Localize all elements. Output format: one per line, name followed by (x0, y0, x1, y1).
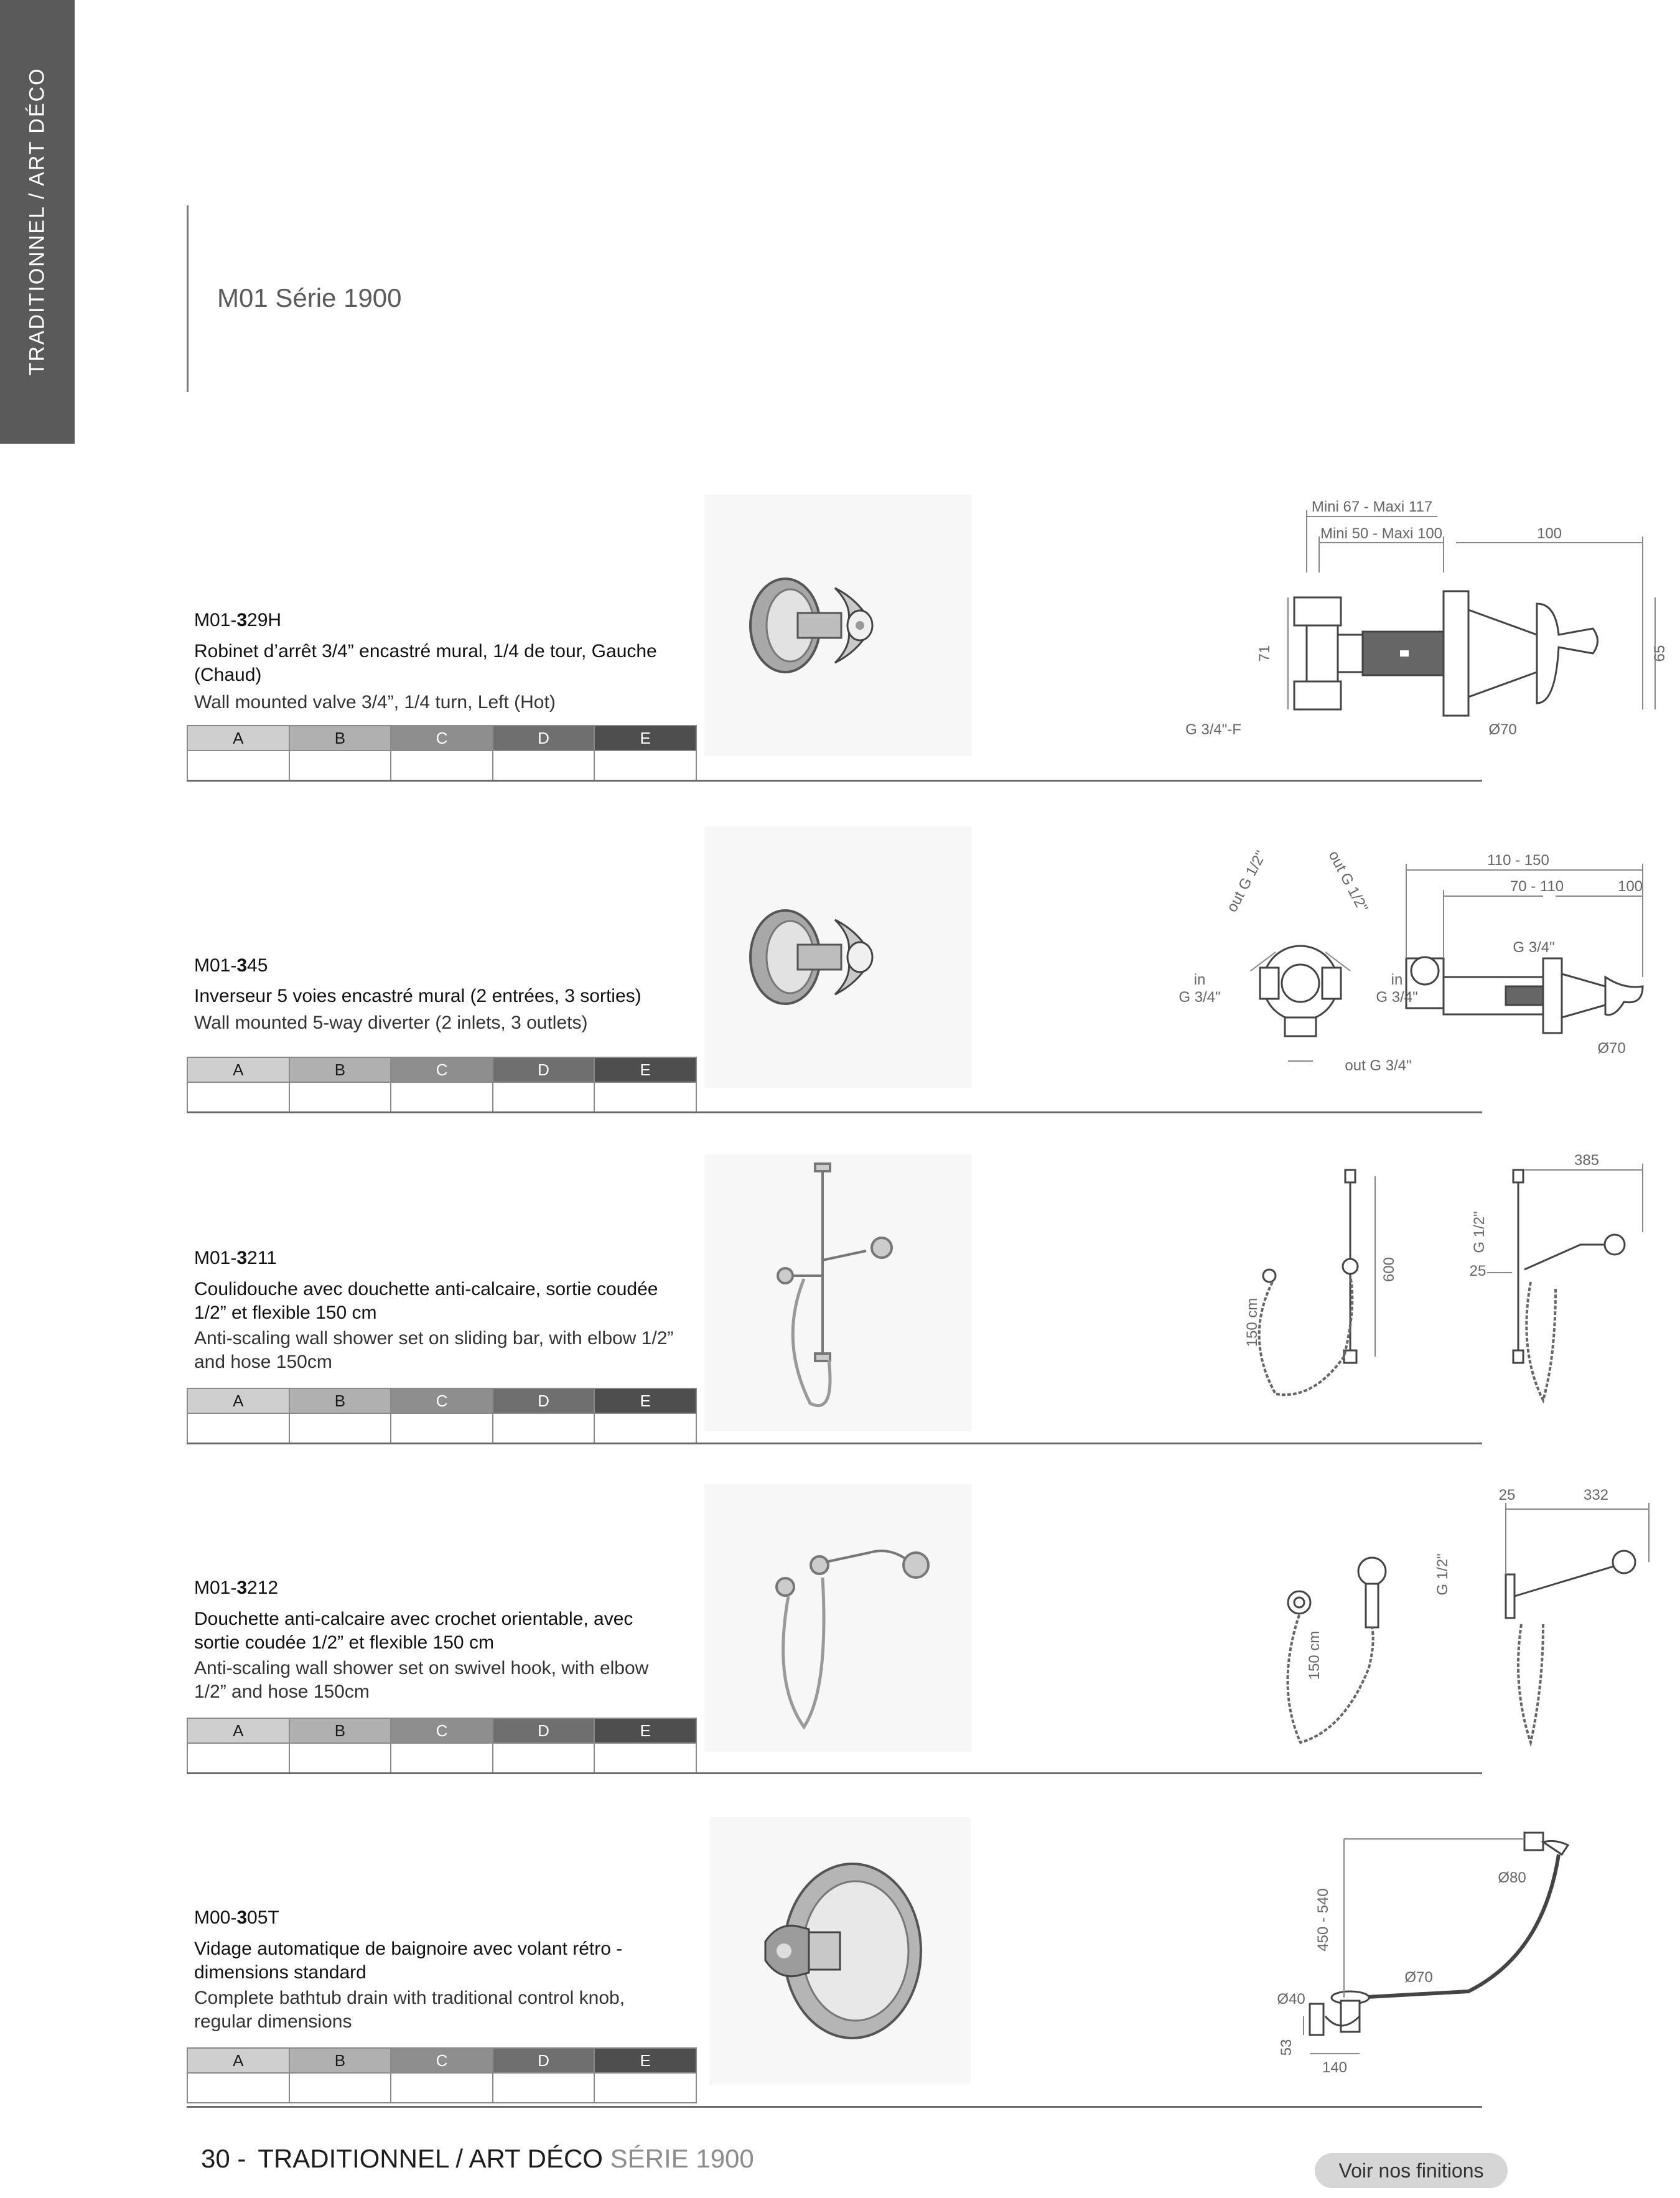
title-divider (187, 205, 189, 392)
dim-diameter: Ø70 (1488, 721, 1517, 738)
product-description-en: Anti-scaling wall shower set on swivel hook, with elbow 1/2” and hose 150cm (194, 1658, 649, 1702)
product-divider (187, 1443, 1482, 1444)
dim-hose: 150 cm (1244, 1298, 1261, 1347)
dim-hose: 150 cm (1306, 1630, 1323, 1680)
product-photo (704, 1484, 972, 1752)
product-code: M01-3211 (194, 1248, 277, 1268)
product-divider (187, 1111, 1482, 1113)
finish-e[interactable]: E (594, 1718, 696, 1743)
finish-e[interactable]: E (594, 1057, 696, 1082)
dim-25: 25 (1498, 1487, 1516, 1504)
product-m01-3211 (187, 1151, 1600, 1444)
page-footer (201, 2144, 754, 2174)
label-in-left-size: G 3/4" (1178, 989, 1221, 1006)
product-description-fr: Coulidouche avec douchette anti-calcaire, sortie coudée 1/2” et flexible 150 cm (194, 1279, 658, 1323)
dim-g12: G 1/2" (1434, 1553, 1451, 1596)
product-m00-305t (187, 1811, 1526, 2103)
finish-table (187, 725, 697, 781)
footer-section: TRADITIONNEL / ART DÉCO (258, 2144, 603, 2173)
dim-65: 65 (1651, 645, 1668, 662)
finish-e[interactable]: E (594, 2048, 696, 2073)
dim-332: 332 (1583, 1487, 1609, 1504)
dim-thread: G 3/4"-F (1185, 721, 1241, 738)
finish-b[interactable]: B (289, 1057, 391, 1082)
product-description-fr: Inverseur 5 voies encastré mural (2 entrées, 3 sorties) (194, 986, 642, 1006)
finish-b[interactable]: B (289, 2048, 391, 2073)
product-photo (704, 826, 972, 1088)
product-photo (709, 1817, 971, 2085)
dim-385: 385 (1574, 1152, 1600, 1169)
dim-g12: G 1/2" (1471, 1211, 1488, 1253)
dim-70-110: 70 - 110 (1510, 878, 1564, 895)
product-description-en: Wall mounted valve 3/4”, 1/4 turn, Left (Hot) (194, 692, 556, 713)
finish-c[interactable]: C (391, 1718, 493, 1743)
dim-71: 71 (1256, 645, 1273, 662)
dim-d70: Ø70 (1404, 1969, 1433, 1986)
dim-100: 100 (1617, 878, 1643, 895)
dim-mini-50: Mini 50 - Maxi 100 (1320, 525, 1443, 542)
label-in-left: in (1193, 971, 1206, 988)
side-tab-label: TRADITIONNEL / ART DÉCO (25, 67, 49, 376)
product-code: M01-329H (194, 610, 282, 630)
finish-b[interactable]: B (289, 726, 391, 751)
technical-drawing (996, 1151, 1680, 1438)
dim-100: 100 (1536, 525, 1562, 542)
hand-shower-photo-icon (704, 1484, 972, 1752)
product-description-en: Anti-scaling wall shower set on sliding bar, with elbow 1/2” and hose 150cm (194, 1328, 674, 1372)
product-divider (187, 1772, 1482, 1774)
product-photo (704, 1154, 972, 1431)
series-title: M01 Série 1900 (217, 283, 402, 312)
dim-mini-maxi: Mini 67 - Maxi 117 (1311, 498, 1433, 515)
page-number: 30 - (201, 2144, 246, 2173)
finish-c[interactable]: C (391, 1388, 493, 1413)
dim-25: 25 (1469, 1263, 1486, 1279)
label-in-right-size: G 3/4" (1376, 989, 1418, 1006)
dim-d80: Ø80 (1498, 1869, 1526, 1886)
finish-e[interactable]: E (594, 1388, 696, 1413)
technical-drawing (996, 1481, 1680, 1767)
dim-600: 600 (1381, 1256, 1398, 1283)
technical-drawing (996, 821, 1680, 1108)
product-m01-3212 (187, 1481, 1609, 1774)
product-m01-329h (187, 492, 1668, 784)
finish-d[interactable]: D (493, 1057, 595, 1082)
finish-a[interactable]: A (187, 1057, 289, 1082)
label-out-bottom: out G 3/4" (1345, 1057, 1412, 1074)
valve-photo-icon (704, 495, 972, 756)
dim-53: 53 (1278, 2039, 1295, 2056)
shower-set-photo-icon (704, 1154, 972, 1431)
finish-table (187, 1388, 697, 1444)
diverter-photo-icon (704, 826, 972, 1088)
product-code: M00-305T (194, 1907, 279, 1928)
product-description-en: Complete bathtub drain with traditional control knob, regular dimensions (194, 1988, 625, 2032)
finish-c[interactable]: C (391, 726, 493, 751)
finish-a[interactable]: A (187, 2048, 289, 2073)
dim-range: 450 - 540 (1315, 1888, 1332, 1952)
finish-e[interactable]: E (594, 726, 696, 751)
finish-table (187, 1057, 697, 1113)
finish-d[interactable]: D (493, 1718, 595, 1743)
finish-d[interactable]: D (493, 2048, 595, 2073)
footer-series: SÉRIE 1900 (610, 2144, 754, 2173)
technical-drawing (996, 492, 1680, 765)
product-photo (704, 495, 972, 756)
finish-a[interactable]: A (187, 726, 289, 751)
dim-140: 140 (1322, 2059, 1348, 2076)
finish-a[interactable]: A (187, 1718, 289, 1743)
product-description-fr: Vidage automatique de baignoire avec volant rétro - dimensions standard (194, 1938, 623, 1983)
product-divider (187, 780, 1482, 782)
dim-d40: Ø40 (1277, 1991, 1305, 2008)
finish-c[interactable]: C (391, 1057, 493, 1082)
product-divider (187, 2106, 1482, 2108)
finish-table (187, 2047, 697, 2103)
label-in-right: in (1391, 971, 1403, 988)
bath-drain-photo-icon (709, 1817, 971, 2085)
label-out-right: out G 1/2" (1325, 848, 1371, 915)
finish-c[interactable]: C (391, 2048, 493, 2073)
dim-110-150: 110 - 150 (1487, 852, 1549, 869)
side-tab (0, 0, 75, 444)
product-description-en: Wall mounted 5-way diverter (2 inlets, 3 outlets) (194, 1012, 588, 1033)
finish-b[interactable]: B (289, 1718, 391, 1743)
product-description-fr: Robinet d’arrêt 3/4” encastré mural, 1/4 de tour, Gauche (Chaud) (194, 641, 657, 685)
product-description-fr: Douchette anti-calcaire avec crochet orientable, avec sortie coudée 1/2” et flexible 150 cm (194, 1609, 633, 1653)
product-m01-345 (187, 821, 1643, 1114)
product-code: M01-3212 (194, 1578, 279, 1598)
finish-b[interactable]: B (289, 1388, 391, 1413)
label-out-left: out G 1/2" (1223, 848, 1270, 915)
technical-drawing (996, 1811, 1680, 2103)
finish-table (187, 1718, 697, 1774)
finish-d[interactable]: D (493, 726, 595, 751)
product-code: M01-345 (194, 955, 268, 976)
finish-a[interactable]: A (187, 1388, 289, 1413)
finitions-button[interactable]: Voir nos finitions (1315, 2153, 1508, 2188)
finish-d[interactable]: D (493, 1388, 595, 1413)
label-g34: G 3/4" (1513, 939, 1555, 956)
dim-diameter: Ø70 (1597, 1040, 1626, 1057)
